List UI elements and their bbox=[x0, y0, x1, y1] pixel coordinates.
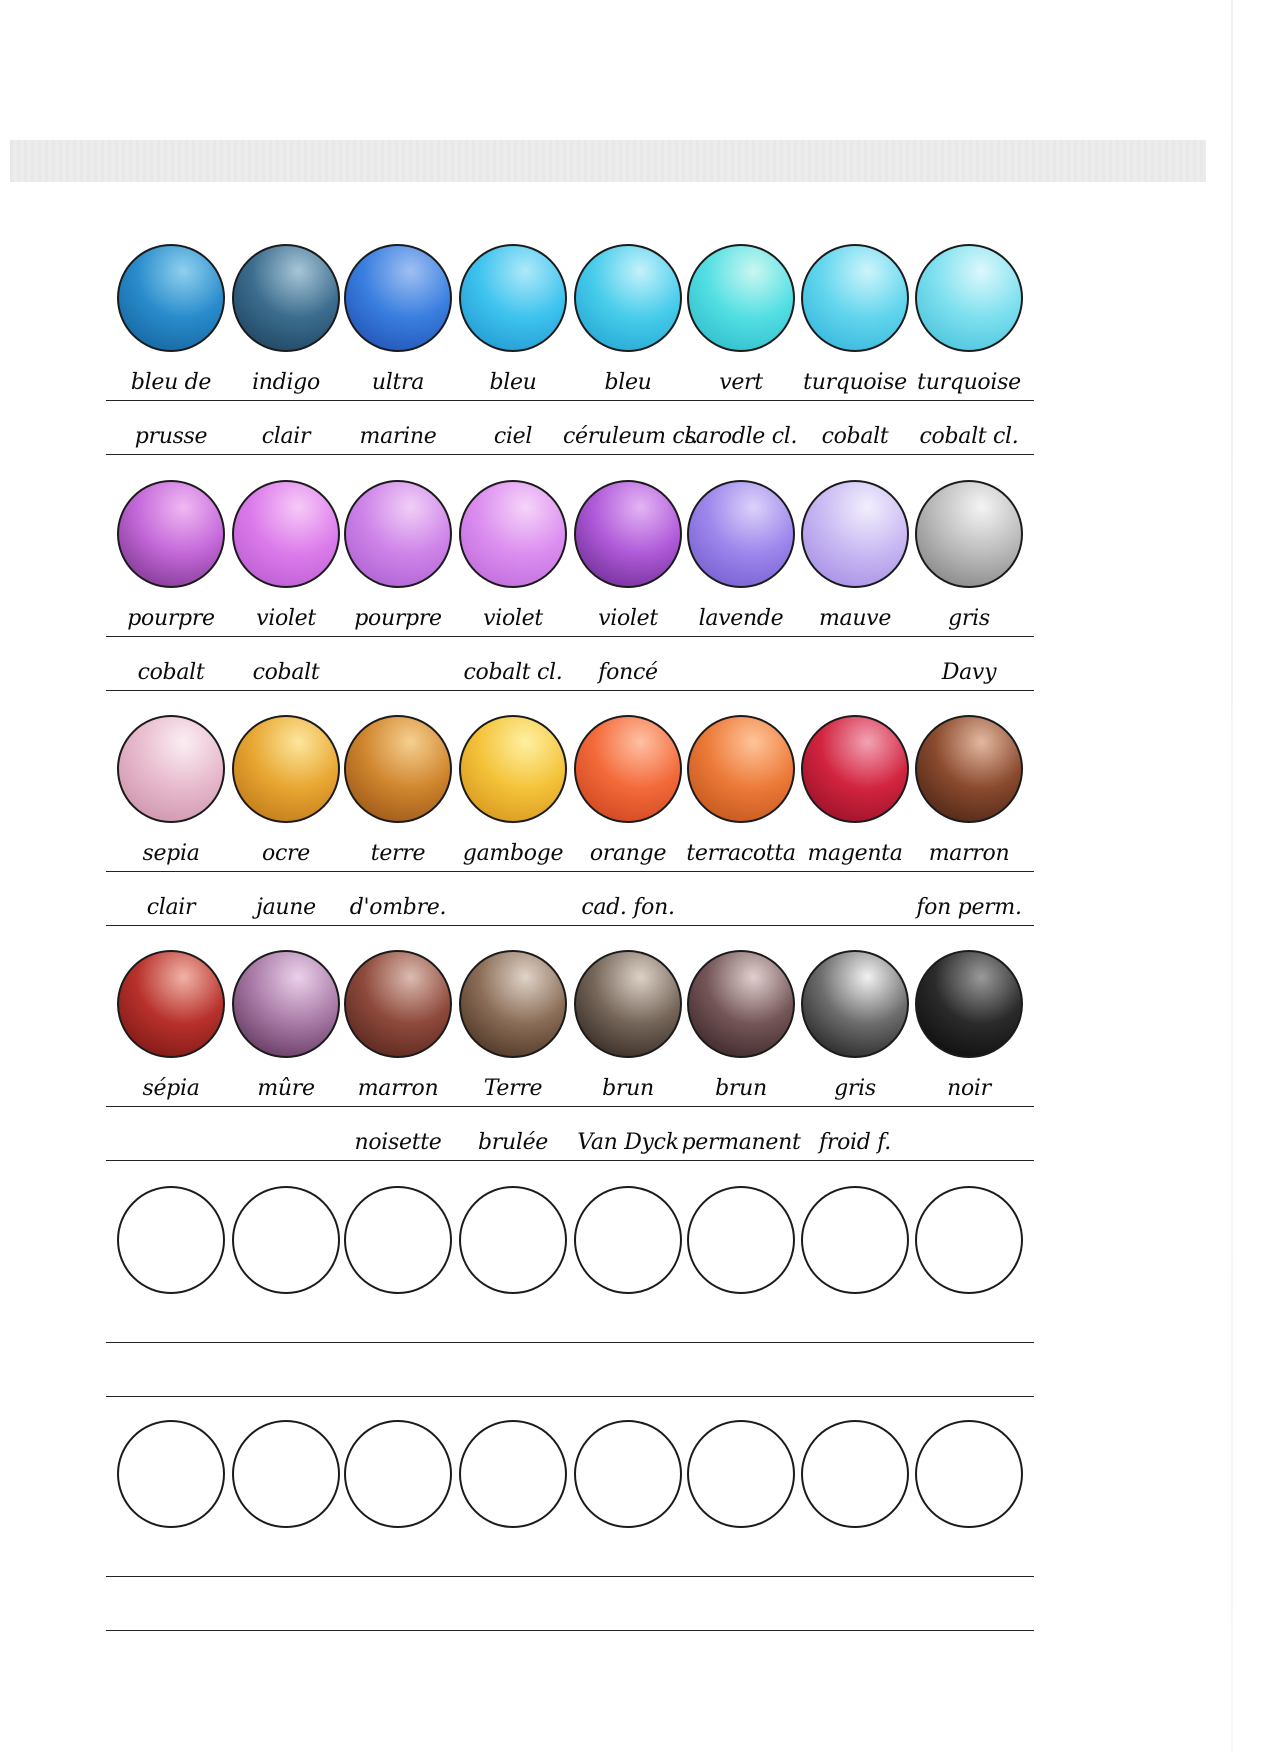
swatch-label-line-2 bbox=[448, 886, 578, 926]
swatch-cell bbox=[790, 715, 920, 945]
swatch-cell bbox=[221, 1186, 351, 1416]
swatch-label-line-2 bbox=[904, 1591, 1034, 1631]
swatch-label-line-1 bbox=[221, 1303, 351, 1343]
swatch-label-line-1 bbox=[448, 1537, 578, 1577]
swatch-label-line-1: brun bbox=[563, 1067, 693, 1107]
swatch-cell bbox=[221, 244, 351, 474]
swatch-cell bbox=[448, 1186, 578, 1416]
empty-swatch bbox=[574, 1186, 682, 1294]
swatch-cell bbox=[676, 1420, 806, 1650]
paint-swatch bbox=[801, 715, 909, 823]
swatch-label-line-1: terracotta bbox=[676, 832, 806, 872]
swatch-label-line-1: sépia bbox=[106, 1067, 236, 1107]
paint-swatch bbox=[459, 715, 567, 823]
swatch-cell bbox=[676, 244, 806, 474]
swatch-label-line-2 bbox=[221, 1357, 351, 1397]
empty-swatch bbox=[801, 1420, 909, 1528]
swatch-cell bbox=[563, 1186, 693, 1416]
paint-swatch bbox=[574, 950, 682, 1058]
paint-swatch bbox=[232, 715, 340, 823]
swatch-label-line-2 bbox=[563, 1591, 693, 1631]
swatch-label-line-1: marron bbox=[904, 832, 1034, 872]
swatch-label-line-1: pourpre bbox=[106, 597, 236, 637]
swatch-label-line-1: bleu bbox=[563, 361, 693, 401]
swatch-label-line-1: Terre bbox=[448, 1067, 578, 1107]
swatch-label-line-2 bbox=[448, 1591, 578, 1631]
swatch-cell bbox=[448, 715, 578, 945]
swatch-cell bbox=[448, 1420, 578, 1650]
swatch-cell bbox=[904, 715, 1034, 945]
swatch-cell bbox=[563, 244, 698, 474]
swatch-cell bbox=[904, 244, 1034, 474]
swatch-cell bbox=[106, 715, 236, 945]
swatch-label-line-1: brun bbox=[676, 1067, 806, 1107]
swatch-cell bbox=[790, 244, 920, 474]
swatch-label-line-1: violet bbox=[563, 597, 693, 637]
paint-swatch bbox=[232, 480, 340, 588]
paint-swatch bbox=[687, 480, 795, 588]
swatch-cell bbox=[333, 1186, 463, 1416]
swatch-label-line-1 bbox=[676, 1537, 806, 1577]
swatch-label-line-1: noir bbox=[904, 1067, 1034, 1107]
swatch-label-line-1: ocre bbox=[221, 832, 351, 872]
paint-swatch bbox=[687, 950, 795, 1058]
paint-swatch bbox=[915, 480, 1023, 588]
swatch-label-line-1: ultra bbox=[333, 361, 463, 401]
paint-swatch bbox=[801, 950, 909, 1058]
swatch-cell bbox=[676, 950, 806, 1180]
swatch-label-line-2 bbox=[790, 651, 920, 691]
swatch-label-line-2 bbox=[333, 651, 463, 691]
swatch-label-line-2 bbox=[221, 1121, 351, 1161]
swatch-cell bbox=[106, 244, 236, 474]
swatch-cell bbox=[106, 950, 236, 1180]
paint-swatch bbox=[344, 715, 452, 823]
swatch-cell bbox=[448, 244, 578, 474]
swatch-label-line-2 bbox=[790, 1357, 920, 1397]
swatch-cell bbox=[333, 244, 463, 474]
swatch-label-line-1 bbox=[563, 1303, 693, 1343]
swatch-label-line-2: cad. fon. bbox=[563, 886, 693, 926]
swatch-label-line-1: orange bbox=[563, 832, 693, 872]
swatch-label-line-1 bbox=[448, 1303, 578, 1343]
swatch-label-line-1 bbox=[221, 1537, 351, 1577]
swatch-cell bbox=[563, 1420, 693, 1650]
paint-swatch bbox=[915, 950, 1023, 1058]
swatch-cell bbox=[790, 1186, 920, 1416]
swatch-cell bbox=[221, 480, 351, 710]
swatch-cell bbox=[448, 950, 578, 1180]
swatch-cell bbox=[790, 950, 920, 1180]
swatch-label-line-1 bbox=[904, 1303, 1034, 1343]
swatch-label-line-2: cobalt cl. bbox=[448, 651, 578, 691]
swatch-cell bbox=[106, 1186, 236, 1416]
paint-swatch bbox=[801, 244, 909, 352]
swatch-cell bbox=[221, 1420, 351, 1650]
swatch-label-line-2: foncé bbox=[563, 651, 693, 691]
swatch-label-line-1: vert bbox=[676, 361, 806, 401]
paint-swatch bbox=[459, 950, 567, 1058]
paint-swatch bbox=[574, 244, 682, 352]
swatch-label-line-1 bbox=[106, 1537, 236, 1577]
swatch-label-line-2: céruleum cl. bbox=[563, 415, 693, 455]
paint-swatch bbox=[117, 480, 225, 588]
empty-swatch bbox=[687, 1420, 795, 1528]
swatch-label-line-1: turquoise bbox=[904, 361, 1034, 401]
swatch-label-line-2 bbox=[563, 1357, 693, 1397]
swatch-label-line-1: mauve bbox=[790, 597, 920, 637]
empty-swatch bbox=[232, 1420, 340, 1528]
swatch-cell bbox=[333, 480, 463, 710]
swatch-label-line-1: violet bbox=[448, 597, 578, 637]
swatch-label-line-1: pourpre bbox=[333, 597, 463, 637]
paint-swatch bbox=[915, 715, 1023, 823]
empty-swatch bbox=[915, 1420, 1023, 1528]
swatch-label-line-2: Davy bbox=[904, 651, 1034, 691]
swatch-label-line-1 bbox=[790, 1537, 920, 1577]
swatch-label-line-1: lavende bbox=[676, 597, 806, 637]
paint-swatch bbox=[344, 244, 452, 352]
empty-swatch bbox=[687, 1186, 795, 1294]
swatch-cell bbox=[563, 715, 693, 945]
swatch-label-line-1: mûre bbox=[221, 1067, 351, 1107]
swatch-label-line-2: jaune bbox=[221, 886, 351, 926]
swatch-label-line-2: prusse bbox=[106, 415, 236, 455]
swatch-cell bbox=[904, 950, 1034, 1180]
swatch-label-line-2 bbox=[676, 651, 806, 691]
swatch-label-line-2 bbox=[106, 1357, 236, 1397]
swatch-label-line-1: gamboge bbox=[448, 832, 578, 872]
paint-swatch bbox=[117, 715, 225, 823]
swatch-label-line-2: permanent bbox=[676, 1121, 806, 1161]
swatch-label-line-2 bbox=[676, 1357, 806, 1397]
swatch-label-line-2 bbox=[904, 1357, 1034, 1397]
empty-swatch bbox=[801, 1186, 909, 1294]
swatch-cell bbox=[333, 715, 463, 945]
swatch-cell bbox=[221, 950, 351, 1180]
paint-swatch bbox=[344, 950, 452, 1058]
swatch-label-line-2: froid f. bbox=[790, 1121, 920, 1161]
swatch-label-line-1: magenta bbox=[790, 832, 920, 872]
paint-swatch bbox=[117, 950, 225, 1058]
swatch-cell bbox=[676, 1186, 806, 1416]
swatch-cell bbox=[676, 480, 806, 710]
swatch-cell bbox=[790, 480, 920, 710]
swatch-label-line-1: terre bbox=[333, 832, 463, 872]
paint-swatch bbox=[117, 244, 225, 352]
swatch-label-line-2: cobalt bbox=[221, 651, 351, 691]
swatch-label-line-2 bbox=[790, 1591, 920, 1631]
swatch-label-line-2 bbox=[333, 1357, 463, 1397]
swatch-cell bbox=[904, 1186, 1034, 1416]
swatch-label-line-2 bbox=[221, 1591, 351, 1631]
swatch-cell bbox=[904, 480, 1034, 710]
swatch-label-line-2: marine bbox=[333, 415, 463, 455]
swatch-label-line-2: cobalt bbox=[106, 651, 236, 691]
swatch-label-line-2: ciel bbox=[448, 415, 578, 455]
swatch-label-line-1 bbox=[106, 1303, 236, 1343]
swatch-cell bbox=[676, 715, 806, 945]
swatch-label-line-2: clair bbox=[221, 415, 351, 455]
paint-swatch bbox=[232, 244, 340, 352]
swatch-label-line-1: gris bbox=[790, 1067, 920, 1107]
swatch-cell bbox=[106, 1420, 236, 1650]
swatch-cell bbox=[333, 1420, 463, 1650]
swatch-cell bbox=[221, 715, 351, 945]
swatch-label-line-1 bbox=[904, 1537, 1034, 1577]
swatch-label-line-1: turquoise bbox=[790, 361, 920, 401]
paint-swatch bbox=[687, 244, 795, 352]
paint-swatch bbox=[574, 480, 682, 588]
empty-swatch bbox=[232, 1186, 340, 1294]
swatch-cell bbox=[563, 480, 693, 710]
swatch-label-line-2 bbox=[676, 1591, 806, 1631]
swatch-cell bbox=[790, 1420, 920, 1650]
swatch-label-line-1 bbox=[333, 1303, 463, 1343]
swatch-label-line-1: bleu de bbox=[106, 361, 236, 401]
swatch-label-line-1: violet bbox=[221, 597, 351, 637]
swatch-label-line-2 bbox=[448, 1357, 578, 1397]
empty-swatch bbox=[117, 1420, 225, 1528]
swatch-label-line-2 bbox=[904, 1121, 1034, 1161]
swatch-label-line-2 bbox=[676, 886, 806, 926]
swatch-label-line-2: Van Dyck bbox=[563, 1121, 693, 1161]
empty-swatch bbox=[459, 1186, 567, 1294]
paint-swatch bbox=[687, 715, 795, 823]
paint-swatch bbox=[459, 480, 567, 588]
empty-swatch bbox=[574, 1420, 682, 1528]
swatch-label-line-2: cobalt cl. bbox=[904, 415, 1034, 455]
swatch-label-line-2: fon perm. bbox=[904, 886, 1034, 926]
swatch-label-line-2: brulée bbox=[448, 1121, 578, 1161]
empty-swatch bbox=[344, 1186, 452, 1294]
swatch-label-line-2 bbox=[333, 1591, 463, 1631]
swatch-label-line-2 bbox=[106, 1591, 236, 1631]
swatch-label-line-2: clair bbox=[106, 886, 236, 926]
swatch-label-line-1 bbox=[790, 1303, 920, 1343]
swatch-label-line-2: d'ombre. bbox=[333, 886, 463, 926]
empty-swatch bbox=[915, 1186, 1023, 1294]
paint-swatch bbox=[801, 480, 909, 588]
swatch-label-line-1: marron bbox=[333, 1067, 463, 1107]
empty-swatch bbox=[117, 1186, 225, 1294]
paint-swatch bbox=[344, 480, 452, 588]
swatch-label-line-2: cobalt bbox=[790, 415, 920, 455]
swatch-label-line-1 bbox=[676, 1303, 806, 1343]
swatch-cell bbox=[904, 1420, 1034, 1650]
paint-swatch bbox=[459, 244, 567, 352]
swatch-cell bbox=[106, 480, 236, 710]
swatch-label-line-1: bleu bbox=[448, 361, 578, 401]
paint-swatch bbox=[232, 950, 340, 1058]
swatch-label-line-1 bbox=[563, 1537, 693, 1577]
swatch-label-line-1: indigo bbox=[221, 361, 351, 401]
empty-swatch bbox=[459, 1420, 567, 1528]
swatch-label-line-2 bbox=[106, 1121, 236, 1161]
paint-swatch bbox=[574, 715, 682, 823]
swatch-label-line-1: sepia bbox=[106, 832, 236, 872]
swatch-label-line-1 bbox=[333, 1537, 463, 1577]
swatch-cell bbox=[448, 480, 578, 710]
swatch-label-line-2: noisette bbox=[333, 1121, 463, 1161]
empty-swatch bbox=[344, 1420, 452, 1528]
paint-swatch bbox=[915, 244, 1023, 352]
swatch-label-line-2 bbox=[790, 886, 920, 926]
swatch-label-line-1: gris bbox=[904, 597, 1034, 637]
swatch-cell bbox=[333, 950, 463, 1180]
swatch-label-line-2: sarodle cl. bbox=[676, 415, 806, 455]
swatch-cell bbox=[563, 950, 693, 1180]
